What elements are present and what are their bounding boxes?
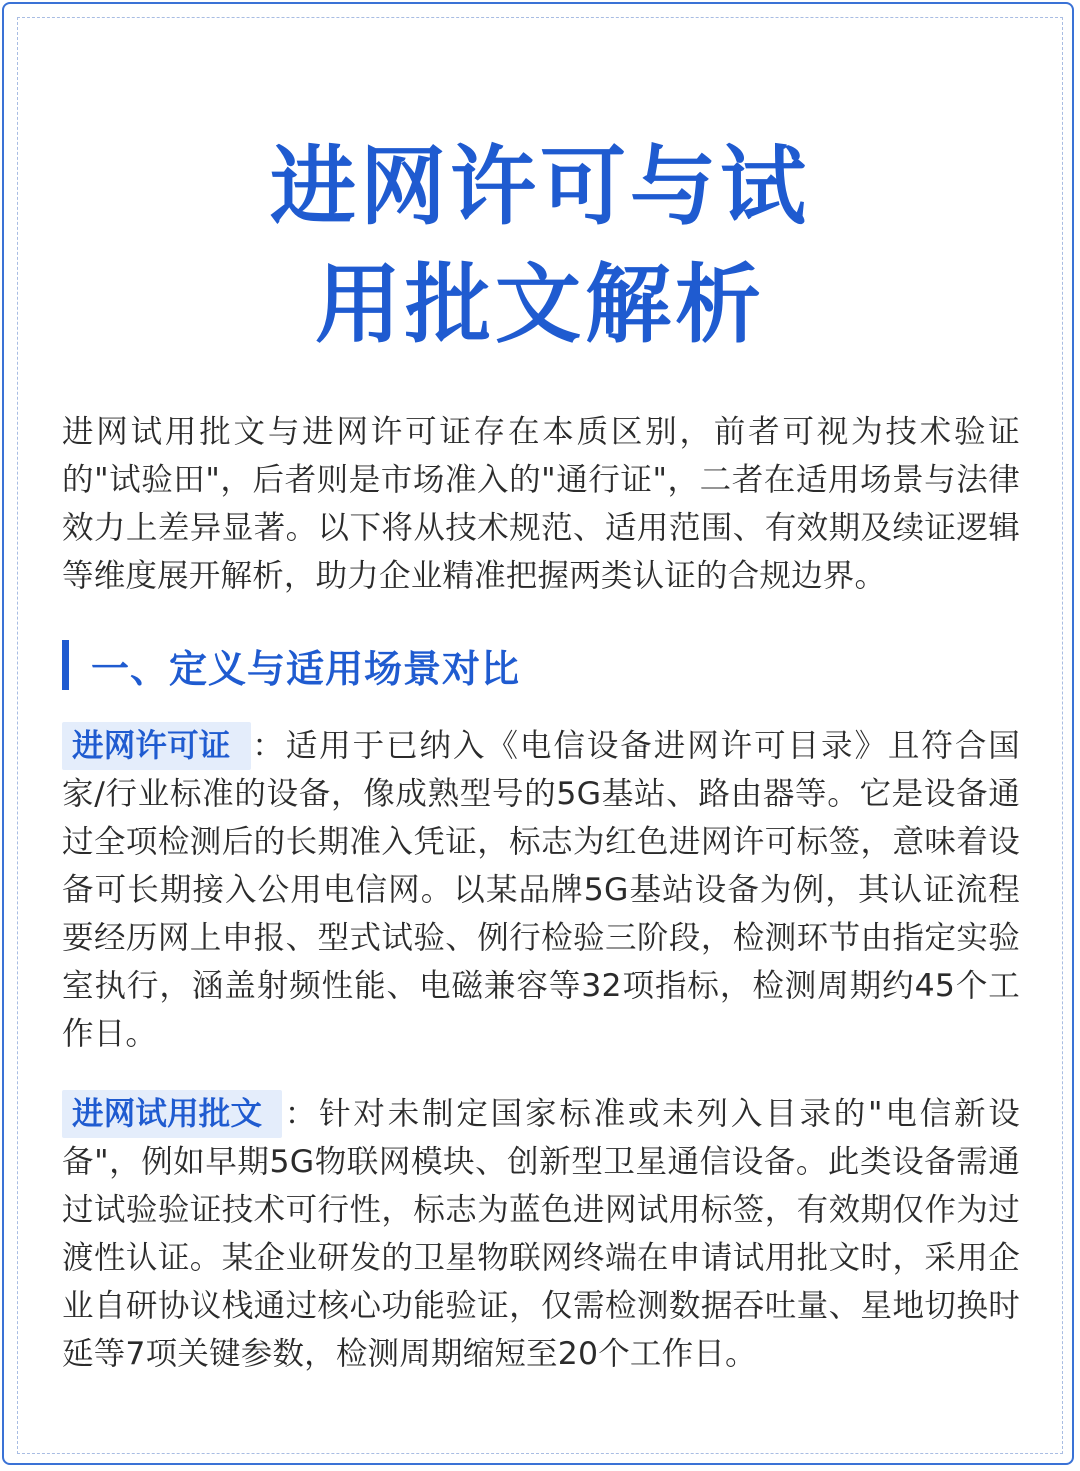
definition-text-trial: ：针对未制定国家标准或未列入目录的"电信新设备"，例如早期5G物联网模块、创新型卫星通信设备。此类设备需通过试验验证技术可行性，标志为蓝色进网试用标签，有效期仅作为过渡性认证。某企业研发的卫星物联网终端在申请试用批文时，采用企业自研协议栈通过核心功能验证，仅需检测数据吞吐量、星地切换时延等7项关键参数，检测周期缩短至20个工作日。 [62, 1096, 1020, 1372]
section-heading-bar [62, 640, 69, 690]
definition-text-license: ：适用于已纳入《电信设备进网许可目录》且符合国家/行业标准的设备，像成熟型号的5G基站、路由器等。它是设备通过全项检测后的长期准入凭证，标志为红色进网许可标签，意味着设备可长期接入公用电信网。以某品牌5G基站设备为例，其认证流程要经历网上申报、型式试验、例行检验三阶段，检测环节由指定实验室执行，涵盖射频性能、电磁兼容等32项指标，检测周期约45个工作日。 [62, 728, 1020, 1052]
definition-paragraph-trial [62, 1090, 1020, 1378]
term-badge-trial: 进网试用批文 [62, 1090, 282, 1138]
intro-paragraph: 进网试用批文与进网许可证存在本质区别，前者可视为技术验证的"试验田"，后者则是市场准入的"通行证"，二者在适用场景与法律效力上差异显著。以下将从技术规范、适用范围、有效期及续证逻辑等维度展开解析，助力企业精准把握两类认证的合规边界。 [62, 414, 1020, 594]
page-title [0, 128, 1080, 364]
section-heading [62, 640, 520, 690]
term-badge-license: 进网许可证 [62, 722, 251, 770]
definition-paragraph-license [62, 722, 1020, 1058]
page-title-line-2: 用批文解析 [315, 255, 765, 355]
page-title-line-1: 进网许可与试 [270, 137, 810, 237]
section-heading-text: 一、定义与适用场景对比 [91, 646, 521, 691]
